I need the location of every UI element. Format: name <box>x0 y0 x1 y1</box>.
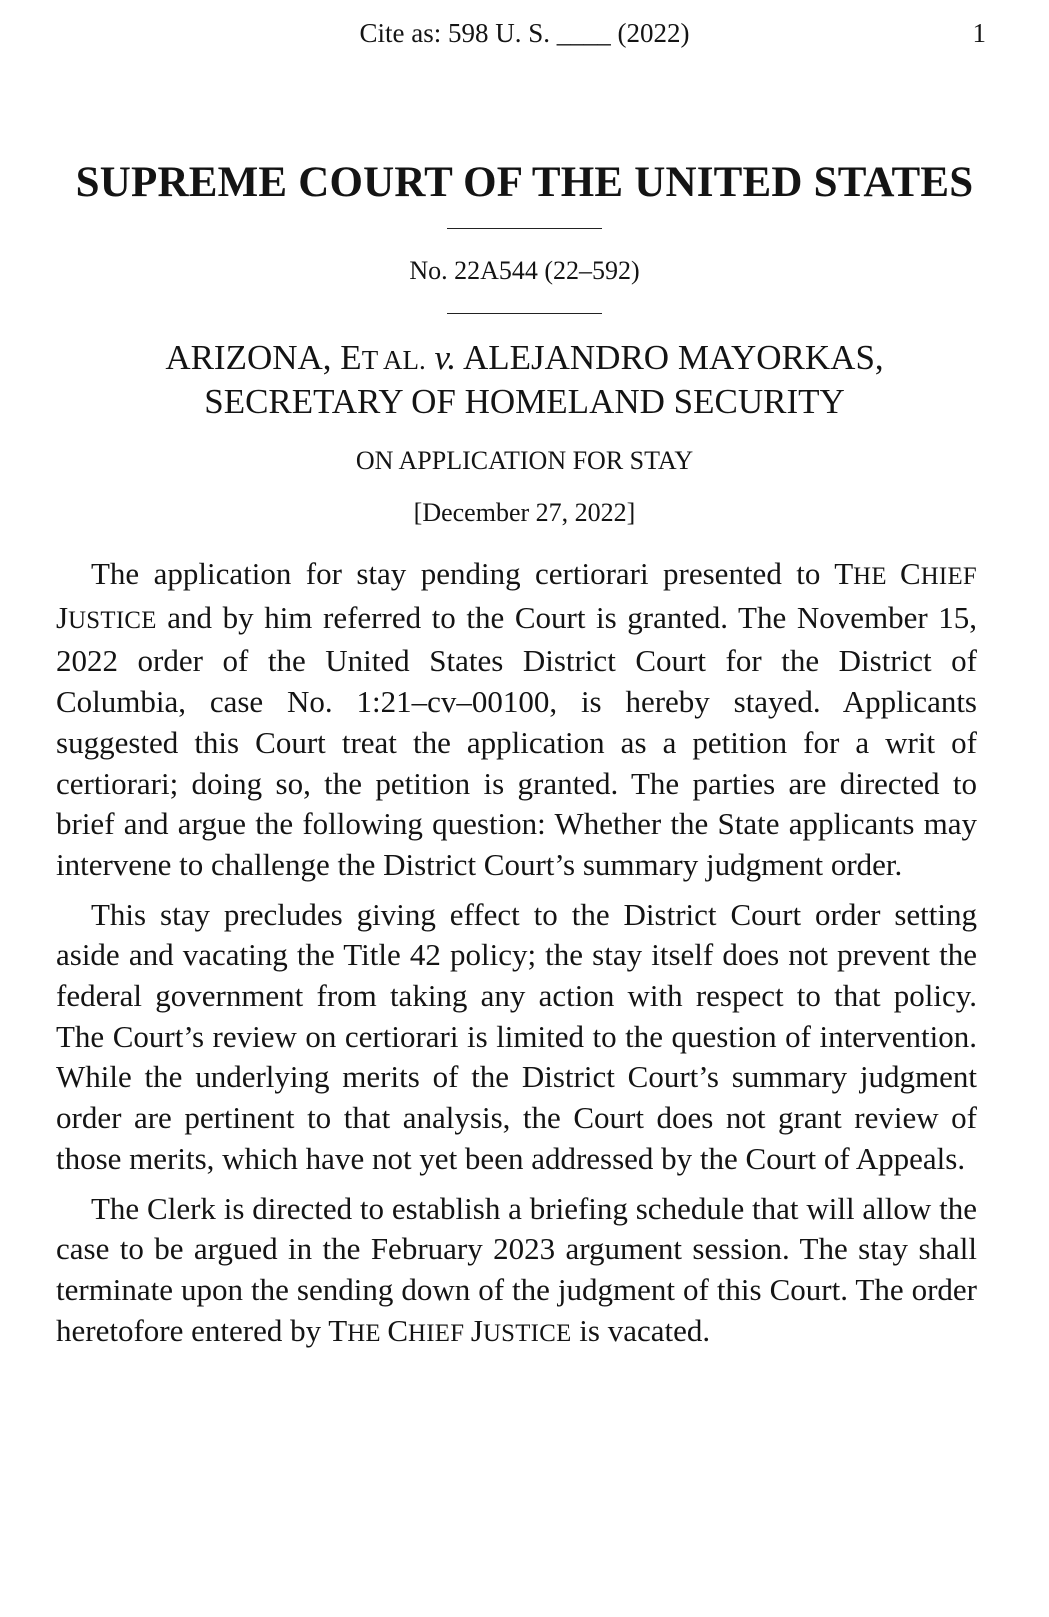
divider-rule <box>447 313 602 314</box>
chief-justice-ref: THE CHIEF JUSTICE <box>328 1312 572 1348</box>
opinion-paragraph: This stay precludes giving effect to the District Court order setting aside and vacating the Title 42 policy; the stay itself does not prevent the federal government from taking any action with respect to that policy. The Court’s review on certiorari is limited to the question of intervention. While the underlying merits of the District Court’s summary judgment order are pertinent to that analysis, the Court does not grant review of those merits, which have not yet been addressed by the Court of Appeals. <box>56 896 977 1176</box>
divider-rule <box>447 228 602 229</box>
opinion-paragraph: The Clerk is directed to establish a briefing schedule that will allow the case to be argued in the February 2023 argument session. The stay shall terminate upon the sending down of the judgment of this Court. The order heretofore entered by THE CHIEF JUSTICE is vacated. <box>56 1190 977 1348</box>
proceeding-type: ON APPLICATION FOR STAY <box>355 446 694 475</box>
opinion-paragraph: The application for stay pending certiorari presented to THE CHIEF JUSTICE and by him referred to the Court is granted. The November 15, 2022 order of the United States District Court for the District of Columbia, case No. 1:21–cv–00100, is hereby stayed. Applicants suggested this Court treat the application as a petition for a writ of certiorari; doing so, the petition is granted. The parties are directed to brief and argue the following question: Whether the State applicants may intervene to challenge the District Court’s summary judgment order. <box>56 556 978 882</box>
citation: Cite as: 598 U. S. ____ (2022) <box>359 18 690 48</box>
case-caption <box>0 337 1049 423</box>
versus: v. <box>434 338 457 377</box>
respondent: ALEJANDRO MAYORKAS, <box>462 338 884 377</box>
docket-number: No. 22A544 (22–592) <box>409 256 640 285</box>
petitioner: ARIZONA, <box>165 338 332 377</box>
court-name: SUPREME COURT OF THE UNITED STATES <box>75 159 974 206</box>
running-head <box>0 18 1049 54</box>
chief-justice-ref: THE CHIEF JUSTICE <box>56 556 978 635</box>
page-number: 1 <box>972 18 986 48</box>
caption-line-1 <box>0 337 1049 381</box>
respondent-title: SECRETARY OF HOMELAND SECURITY <box>204 382 845 421</box>
et-al: ET AL. <box>340 338 426 377</box>
opinion-body <box>56 554 977 1354</box>
decision-date: [December 27, 2022] <box>413 498 636 527</box>
